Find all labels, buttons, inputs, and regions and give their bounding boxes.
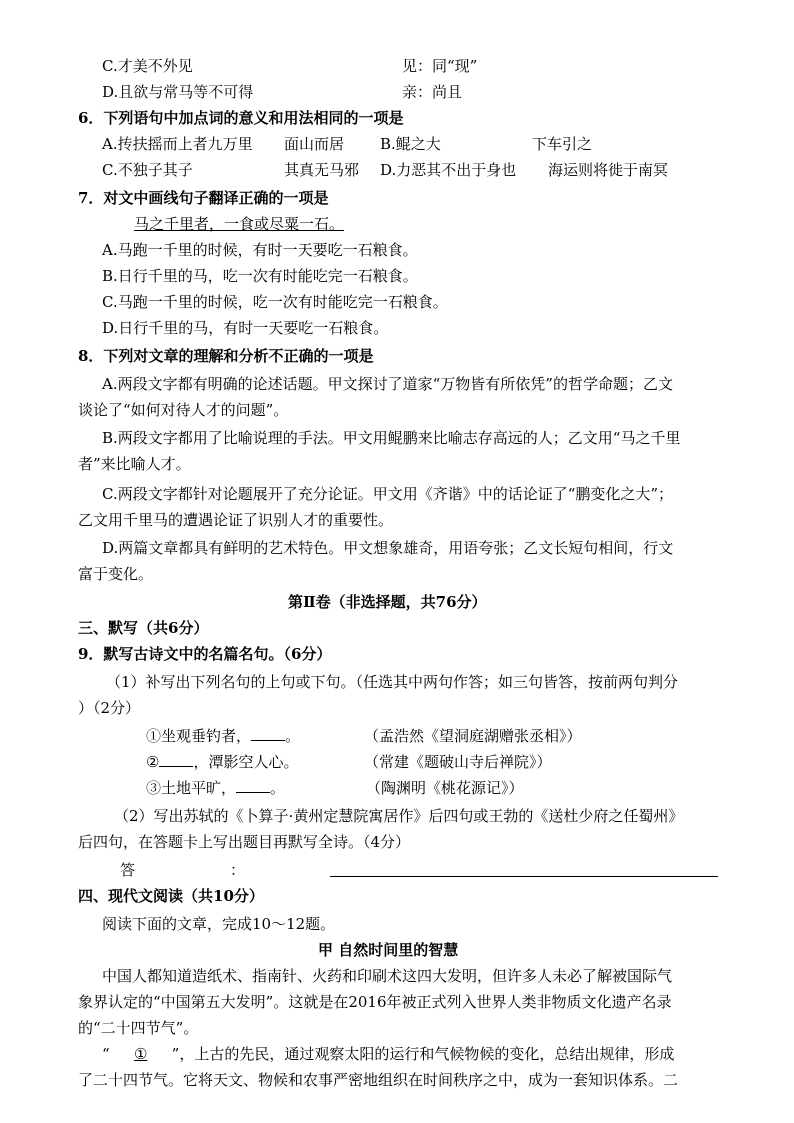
q9-item2 [146, 752, 298, 772]
q9-item2-blank[interactable] [159, 752, 193, 767]
q5-option-d-note: 亲：尚且 [402, 83, 463, 101]
q9-sub2-line2: 后四句，在答题卡上写出题目再默写全诗。（4分） [78, 833, 411, 851]
q9-sub2-line1: （2）写出苏轼的《卜算子·黄州定慧院寓居作》后四句或王勃的《送杜少府之任蜀州》 [114, 807, 684, 825]
q5-option-c-note: 见：同“现” [402, 57, 478, 75]
q9-item3-text: ③土地平旷， [146, 779, 237, 797]
article-title: 甲 自然时间里的智慧 [318, 941, 459, 959]
q8-stem: 8．下列对文章的理解和分析不正确的一项是 [78, 347, 374, 365]
q9-item1-end: 。 [285, 727, 301, 745]
q9-item1-text: ①坐观垂钓者， [146, 727, 252, 745]
q6-option-c: C.不独子其子 [102, 161, 193, 179]
q9-stem: 9．默写古诗文中的名篇名句。（6分） [78, 645, 332, 663]
q7-option-a: A.马跑一千里的时候，有时一天要吃一石粮食。 [102, 241, 418, 259]
q9-item2-marker: ② [146, 753, 160, 771]
q8-option-b-line1: B.两段文字都用了比喻说理的手法。甲文用鲲鹏来比喻志存高远的人；乙文用“马之千里 [102, 429, 681, 447]
q8-option-c-line1: C.两段文字都针对论题展开了充分论证。甲文用《齐谐》中的话论证了“鹏变化之大”； [102, 485, 674, 503]
q9-item3-end: 。 [270, 779, 286, 797]
q8-option-a-line1: A.两段文字都有明确的论述话题。甲文探讨了道家“万物皆有所依凭”的哲学命题；乙文 [102, 375, 673, 393]
reading-instruction: 阅读下面的文章，完成10～12题。 [102, 915, 336, 933]
q9-answer-line[interactable] [330, 876, 718, 877]
q8-option-d-line1: D.两篇文章都具有鲜明的艺术特色。甲文想象雄奇，用语夸张；乙文长短句相间，行文 [102, 539, 674, 557]
q8-option-c-line2: 乙文用千里马的遭遇论证了识别人才的重要性。 [78, 511, 394, 529]
article-p1-line3: 的“二十四节气”。 [78, 1019, 199, 1037]
article-p2-line1 [102, 1044, 674, 1064]
q7-option-d: D.日行千里的马，有时一天要吃一石粮食。 [102, 319, 389, 337]
q8-option-a-line2: 谈论了“如何对待人才的问题”。 [78, 401, 289, 419]
q6-option-c-pair: 其真无马邪 [284, 161, 360, 179]
article-p2-open-quote: “ [102, 1045, 110, 1063]
q9-answer-label: 答 [120, 861, 136, 879]
section3-heading: 三、默写（共6分） [78, 619, 209, 637]
q9-sub1-line2: ）（2分） [78, 699, 141, 717]
q9-item3-blank[interactable] [236, 778, 270, 793]
q9-sub1-line1: （1）补写出下列名句的上句或下句。（任选其中两句作答；如三句皆答，按前两句判分 [106, 673, 679, 691]
article-p1-line1: 中国人都知道造纸术、指南针、火药和印刷术这四大发明，但许多人未必了解被国际气 [102, 967, 673, 985]
article-p2-line2: 了二十四节气。它将天文、物候和农事严密地组织在时间秩序之中，成为一套知识体系。二 [78, 1071, 679, 1089]
article-p2-rest: ”，上古的先民，通过观察太阳的运行和气候物候的变化，总结出规律，形成 [171, 1045, 675, 1063]
q7-stem: 7．对文中画线句子翻译正确的一项是 [78, 189, 329, 207]
q6-option-a-pair: 面山而居 [284, 135, 345, 153]
article-p1-line2: 象界认定的“中国第五大发明”。这就是在2016年被正式列入世界人类非物质文化遗产名录 [78, 993, 672, 1011]
q9-item3-source: （陶渊明《桃花源记》） [366, 779, 524, 797]
q5-option-c: C.才美不外见 [102, 57, 193, 75]
q6-option-b: B.鲲之大 [380, 135, 441, 153]
section4-heading: 四、现代文阅读（共10分） [78, 887, 264, 905]
part2-title: 第Ⅱ卷（非选择题，共76分） [288, 593, 487, 611]
article-p2-blank[interactable]: ① [133, 1045, 148, 1063]
q9-item1-blank[interactable] [251, 726, 285, 741]
q6-option-d-pair: 海运则将徙于南冥 [548, 161, 669, 179]
q9-item3 [146, 778, 285, 798]
q9-item1 [146, 726, 300, 746]
q7-option-c: C.马跑一千里的时候，吃一次有时能吃完一石粮食。 [102, 293, 448, 311]
q5-option-d: D.且欲与常马等不可得 [102, 83, 254, 101]
q8-option-d-line2: 富于变化。 [78, 565, 154, 583]
q9-answer-colon: ： [230, 861, 246, 879]
q7-option-b: B.日行千里的马，吃一次有时能吃完一石粮食。 [102, 267, 418, 285]
q9-item1-source: （孟浩然《望洞庭湖赠张丞相》） [364, 727, 582, 745]
q6-option-a: A.抟扶摇而上者九万里 [102, 135, 253, 153]
q9-item2-text: ，潭影空人心。 [193, 753, 299, 771]
q6-option-b-pair: 下车引之 [532, 135, 593, 153]
q9-item2-source: （常建《题破山寺后禅院》） [364, 753, 552, 771]
q8-option-b-line2: 者”来比喻人才。 [78, 455, 191, 473]
q6-option-d: D.力恶其不出于身也 [380, 161, 517, 179]
q6-stem: 6．下列语句中加点词的意义和用法相同的一项是 [78, 109, 404, 127]
q7-underlined-sentence: 马之千里者，一食或尽粟一石。 [134, 215, 345, 233]
